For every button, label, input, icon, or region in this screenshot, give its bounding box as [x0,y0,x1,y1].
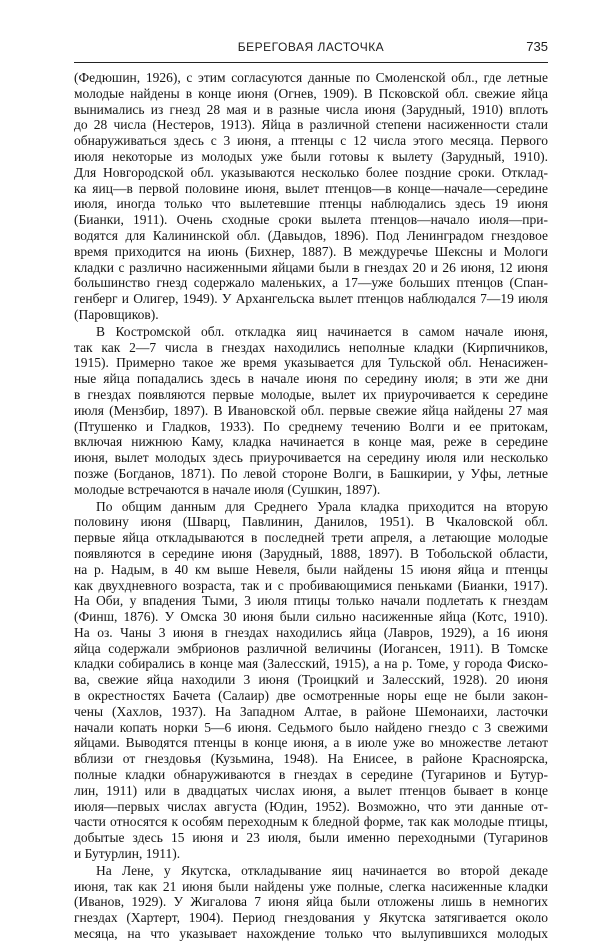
text-line: лин, 1911) или в двадцатых числах июня, а вылет птенцов бывает в конце [74,782,548,798]
text-line: ные яйца попадались здесь в начале июня по середину июля; в эти же дни [74,371,548,387]
text-line: обнаруживаться здесь с 3 июня, а птенцы с 12 числа этого месяца. Первого [74,133,548,149]
text-line: 1915). Примерно такое же время указывается для Тульской обл. Ненасижен- [74,355,548,371]
text-line: гнездах (Хартерт, 1904). Период гнездования у Якутска затягивается около [74,910,548,926]
text-line: (Федюшин, 1926), с этим согласуются данные по Смоленской обл., где летные [74,70,548,85]
text-line: июня, так как 21 июня были найдены уже полные, слегка насиженные кладки [74,878,548,894]
text-line: кладки собирались в конце мая (Залесский, 1915), а на р. Томе, у города Фиско- [74,656,548,672]
text-line: июля, иногда только что вылетевшие птенцы наблюдались здесь 19 июня [74,196,548,212]
text-line: По общим данным для Среднего Урала кладка приходится на вторую [96,498,548,514]
text-line: в окрестностях Бачета (Салаир) две осмотренные норы еще не были закон- [74,688,548,704]
text-line: кладки с различно насиженными яйцами были в гнездах 20 и 26 июня, 12 июня [74,259,548,275]
text-line: яйца содержали эмбрионов различной величины (Иогансен, 1911). В Томске [74,640,548,656]
text-line: так как 2—7 числа в гнездах находились неполные кладки (Кирпичников, [74,339,548,355]
running-title: БЕРЕГОВАЯ ЛАСТОЧКА [237,40,385,54]
text-line: (Финш, 1876). У Омска 30 июня были сильно насиженные яйца (Котс, 1910). [74,609,548,625]
text-line: яйцами. Выводятся птенцы в конце июня, а в июле уже во множестве летают [74,735,548,751]
text-line: Для Новгородской обл. указываются несколько более поздние сроки. Отклад- [74,164,548,180]
text-line: половину июня (Шварц, Павлинин, Данилов, 1951). В Чкаловской обл. [74,514,548,530]
text-line: июля (Мензбир, 1897). В Ивановской обл. первые свежие яйца найдены 27 мая [74,402,548,418]
text-line: молодые встречаются в начале июля (Сушкин, 1897). [74,481,381,497]
text-line: части относятся к особям переходным к бледной форме, так как молодые птицы, [74,814,548,830]
text-line: как двухдневного возраста, так и с пробивающимися пеньками (Бианки, 1917). [74,577,548,593]
text-line: начали копать норки 5—6 июня. Седьмого было найдено гнездо с 3 свежими [74,719,548,735]
text-line: июня, вылет молодых здесь приурочивается на середину июля или несколько [74,450,548,466]
paragraph [74,324,548,498]
text-line: (Бианки, 1911). Очень сходные сроки вылета птенцов—начало июля—при- [74,212,548,228]
text-line: молодые найдены в конце июня (Огнев, 1909). В Псковской обл. свежие яйца [74,85,548,101]
text-line: генберг и Олигер, 1949). У Архангельска вылет птенцов наблюдался 7—19 июля [74,291,548,307]
text-line: включая нижнюю Каму, кладка начинается в конце мая, реже в середине [74,434,548,450]
text-line: до 28 числа (Нестеров, 1913). Яйца в различной степени насиженности стали [74,117,548,133]
body-text [74,70,548,942]
text-line: июля—первых числах августа (Юдин, 1952). Возможно, что эти данные от- [74,798,548,814]
text-line: первые яйца откладываются в последней трети апреля, а летающие молодые [74,530,548,546]
text-line: водятся для Калининской обл. (Давыдов, 1896). Под Ленинградом гнездовое [74,227,548,243]
text-line: июля некоторые из молодых уже были готовы к вылету (Зарудный, 1910). [74,148,548,164]
text-line: вблизи от гнездовья (Кузьмина, 1948). На Енисее, в районе Красноярска, [74,751,548,767]
paragraph [74,863,548,942]
text-line: (Паровщиков). [74,306,159,322]
text-line: полные кладки обнаруживаются в гнездах в середине (Тугаринов и Бутур- [74,767,548,783]
text-line: добытые здесь 15 июня и 23 июля, были именно переходными (Тугаринов [74,830,548,846]
text-line: В Костромской обл. откладка яиц начинается в самом начале июня, [96,323,548,339]
text-line: вынимались из гнезд 28 мая и в разные числа июня (Зарудный, 1910) вплоть [74,101,548,117]
text-line: в гнездах появляются первые молодые, вылет их приурочивается к середине [74,386,548,402]
text-line: (Иванов, 1929). У Жигалова 7 июня яйца были отложены лишь в немногих [74,894,548,910]
page-number: 735 [526,39,548,54]
text-line: большинство гнезд содержало маленьких, а 17—уже больших птенцов (Спан- [74,275,548,291]
text-line: появляются в середине июня (Зарудный, 1888, 1897). В Тобольской области, [74,545,548,561]
text-line: На Оби, у впадения Тыми, 3 июля птицы только начали подлетать к гнездам [74,593,548,609]
text-line: месяца, на что указывает нахождение только что вылупившихся молодых [74,926,548,942]
text-line: На оз. Чаны 3 июня в гнездах находились яйца (Лавров, 1929), а 16 июня [74,624,548,640]
page-header [74,36,548,63]
text-line: позже (Богданов, 1871). По левой стороне Волги, в Башкирии, у Уфы, летные [74,465,548,481]
text-line: ка яиц—в первой половине июня, вылет птенцов—в конце—начале—середине [74,180,548,196]
paragraph [74,499,548,862]
paragraph [74,70,548,323]
text-line: (Птушенко и Гладков, 1933). По среднему течению Волги и ее притокам, [74,418,548,434]
text-line: ва, свежие яйца находили 3 июня (Троицкий и Залесский, 1928). 20 июня [74,672,548,688]
text-line: На Лене, у Якутска, откладывание яиц начинается во второй декаде [96,862,548,878]
text-line: время приходится на июнь (Бихнер, 1887). В междуречье Шексны и Мологи [74,243,548,259]
text-line: и Бутурлин, 1911). [74,846,181,862]
text-line: на р. Надым, в 40 км выше Невеля, были найдены 15 июня яйца и птенцы [74,561,548,577]
text-line: чены (Хахлов, 1937). На Западном Алтае, в районе Шемонаихи, ласточки [74,703,548,719]
